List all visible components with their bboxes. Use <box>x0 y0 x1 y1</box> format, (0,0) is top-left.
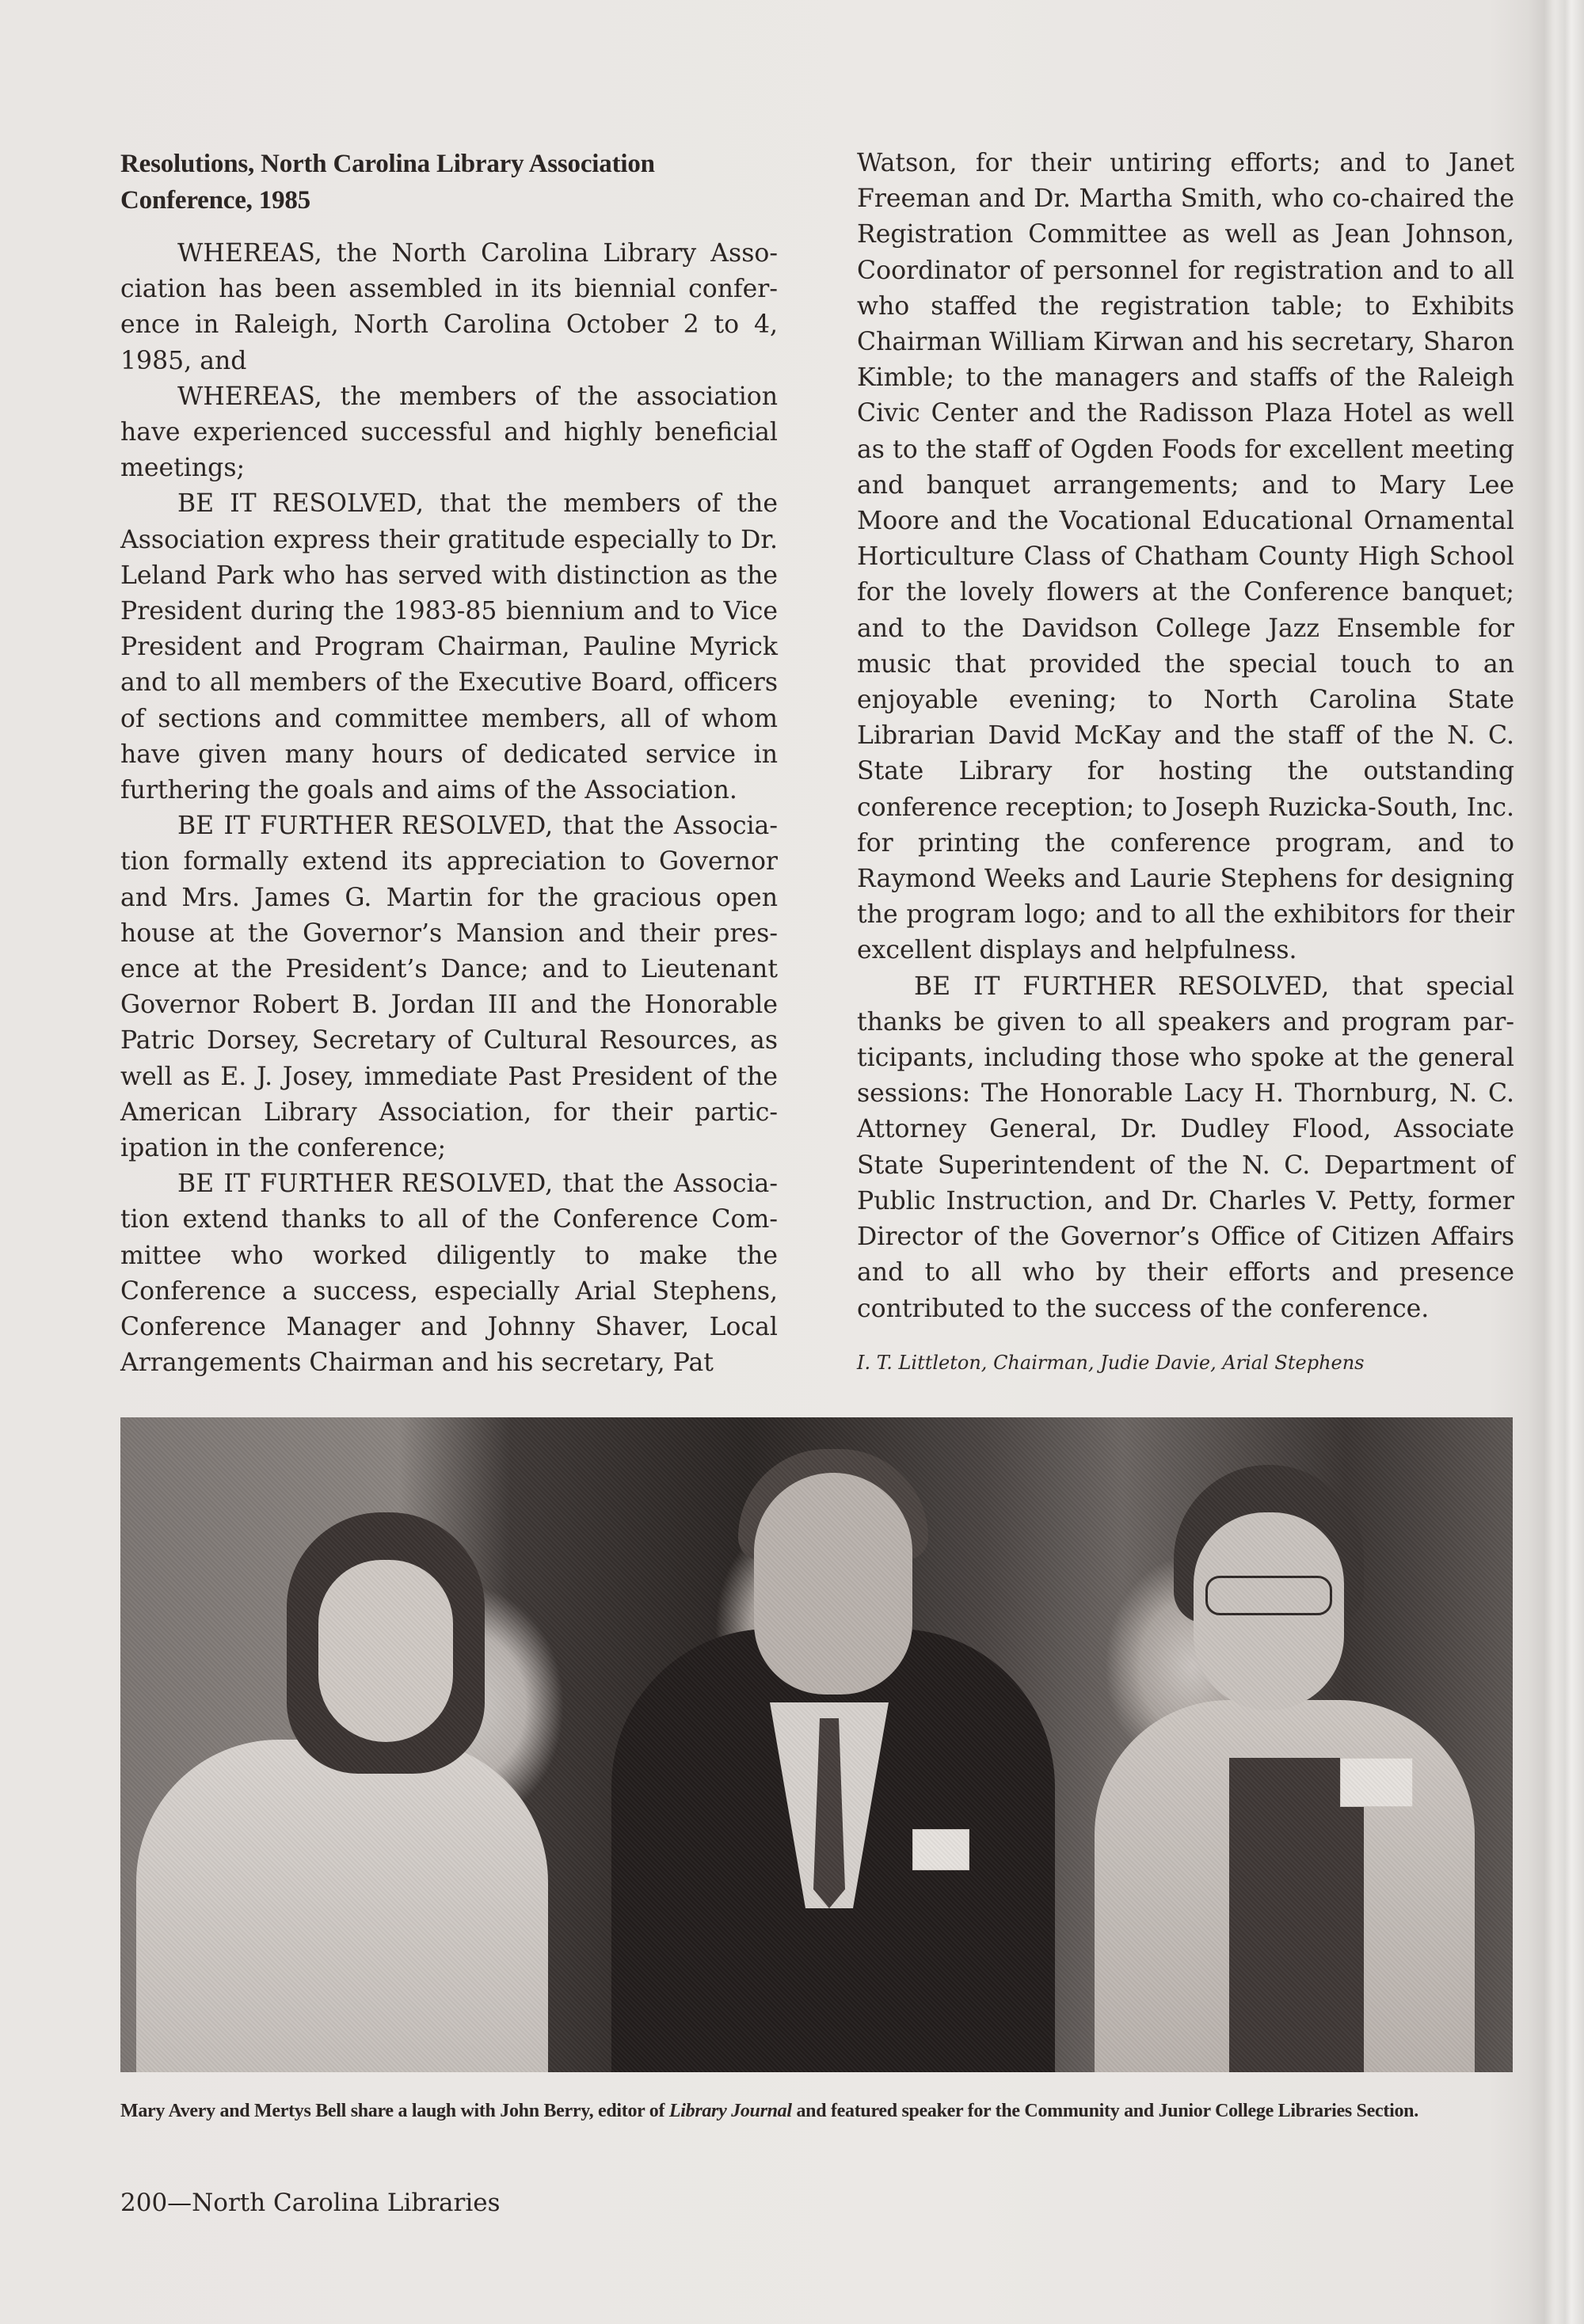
resolved-paragraph-4: BE IT FURTHER RESOLVED, that special thanks be given to all speakers and program participants, including those who spoke at the general sessions: The Honorable Lacy H. Thornburg, N. C. Attorney General, Dr. Dudley Flood, Associate State Superintendent of the N. C. Department of Public Instruction, and Dr. Charles V. Petty, former Director of the Governor’s Office of Citizen Affairs and to all who by their efforts and presence contributed to the success of the conference. <box>857 972 1514 1323</box>
caption-text-start: Mary Avery and Mertys Bell share a laugh with John Berry, editor of <box>120 2101 669 2121</box>
photo-halftone-texture <box>120 1417 1513 2072</box>
page-spine-shadow <box>1552 0 1584 2324</box>
page-folio: 200—North Carolina Libraries <box>120 2189 501 2217</box>
resolved-paragraph-3: BE IT FURTHER RESOLVED, that the Association extend thanks to all of the Conference Committee who worked diligently to make the Conference a success, especially Arial Stephens, Conference Manager and Johnny Shaver, Local Arrangements Chairman and his secretary, Pat <box>120 1170 778 1378</box>
resolved-paragraph-3-continued: Watson, for their untiring efforts; and to Janet Freeman and Dr. Martha Smith, who co-chaired the Registration Committee as well as Jean Johnson, Coordinator of personnel for registration and to all who staffed the registration table; to Exhibits Chairman William Kirwan and his secretary, Sharon Kimble; to the managers and staffs of the Raleigh Civic Center and the Radisson Plaza Hotel as well as to the staff of Ogden Foods for excellent meeting and banquet arrangements; and to Mary Lee Moore and the Vocational Educational Ornamental Horticulture Class of Chatham County High School for the lovely flowers at the Conference banquet; and to the Davidson College Jazz Ensemble for music that provided the special touch to an enjoyable evening; to North Carolina State Librarian David McKay and the staff of the N. C. State Library for hosting the outstanding conference reception; to Joseph Ruzicka-South, Inc. for printing the conference program, and to Raymond Weeks and Laurie Stephens for designing the program logo; and to all the exhibitors for their excellent displays and helpfulness. <box>857 149 1514 965</box>
resolved-paragraph-2: BE IT FURTHER RESOLVED, that the Association formally extend its appreciation to Governor and Mrs. James G. Martin for the gracious open house at the Governor’s Mansion and their presence at the President’s Dance; and to Lieutenant Governor Robert B. Jordan III and the Honorable Patric Dorsey, Secretary of Cultural Resources, as well as E. J. Josey, immediate Past President of the American Library Association, for their participation in the conference; <box>120 812 778 1163</box>
right-column <box>857 146 1514 1375</box>
caption-text-end: and featured speaker for the Community and Junior College Libraries Section. <box>791 2101 1418 2121</box>
caption-publication-title: Library Journal <box>668 2101 792 2121</box>
committee-signature: I. T. Littleton, Chairman, Judie Davie, Arial Stephens <box>857 1351 1365 1374</box>
resolved-paragraph-1: BE IT RESOLVED, that the members of the Association express their gratitude especially to Dr. Leland Park who has served with distinction as the President during the 1983-85 biennium and to Vice President and Program Chairman, Pauline Myrick and to all members of the Executive Board, officers of sections and committee members, all of whom have given many hours of dedicated service in furthering the goals and aims of the Association. <box>120 489 778 805</box>
conference-photo <box>120 1417 1513 2072</box>
article-headline: Resolutions, North Carolina Library Association Conference, 1985 <box>120 150 655 215</box>
photo-caption <box>120 2098 1513 2124</box>
whereas-paragraph-1: WHEREAS, the North Carolina Library Association has been assembled in its biennial conference in Raleigh, North Carolina October 2 to 4, 1985, and <box>120 239 778 375</box>
left-column <box>120 146 778 1382</box>
whereas-paragraph-2: WHEREAS, the members of the association have experienced successful and highly beneficial meetings; <box>120 382 778 483</box>
